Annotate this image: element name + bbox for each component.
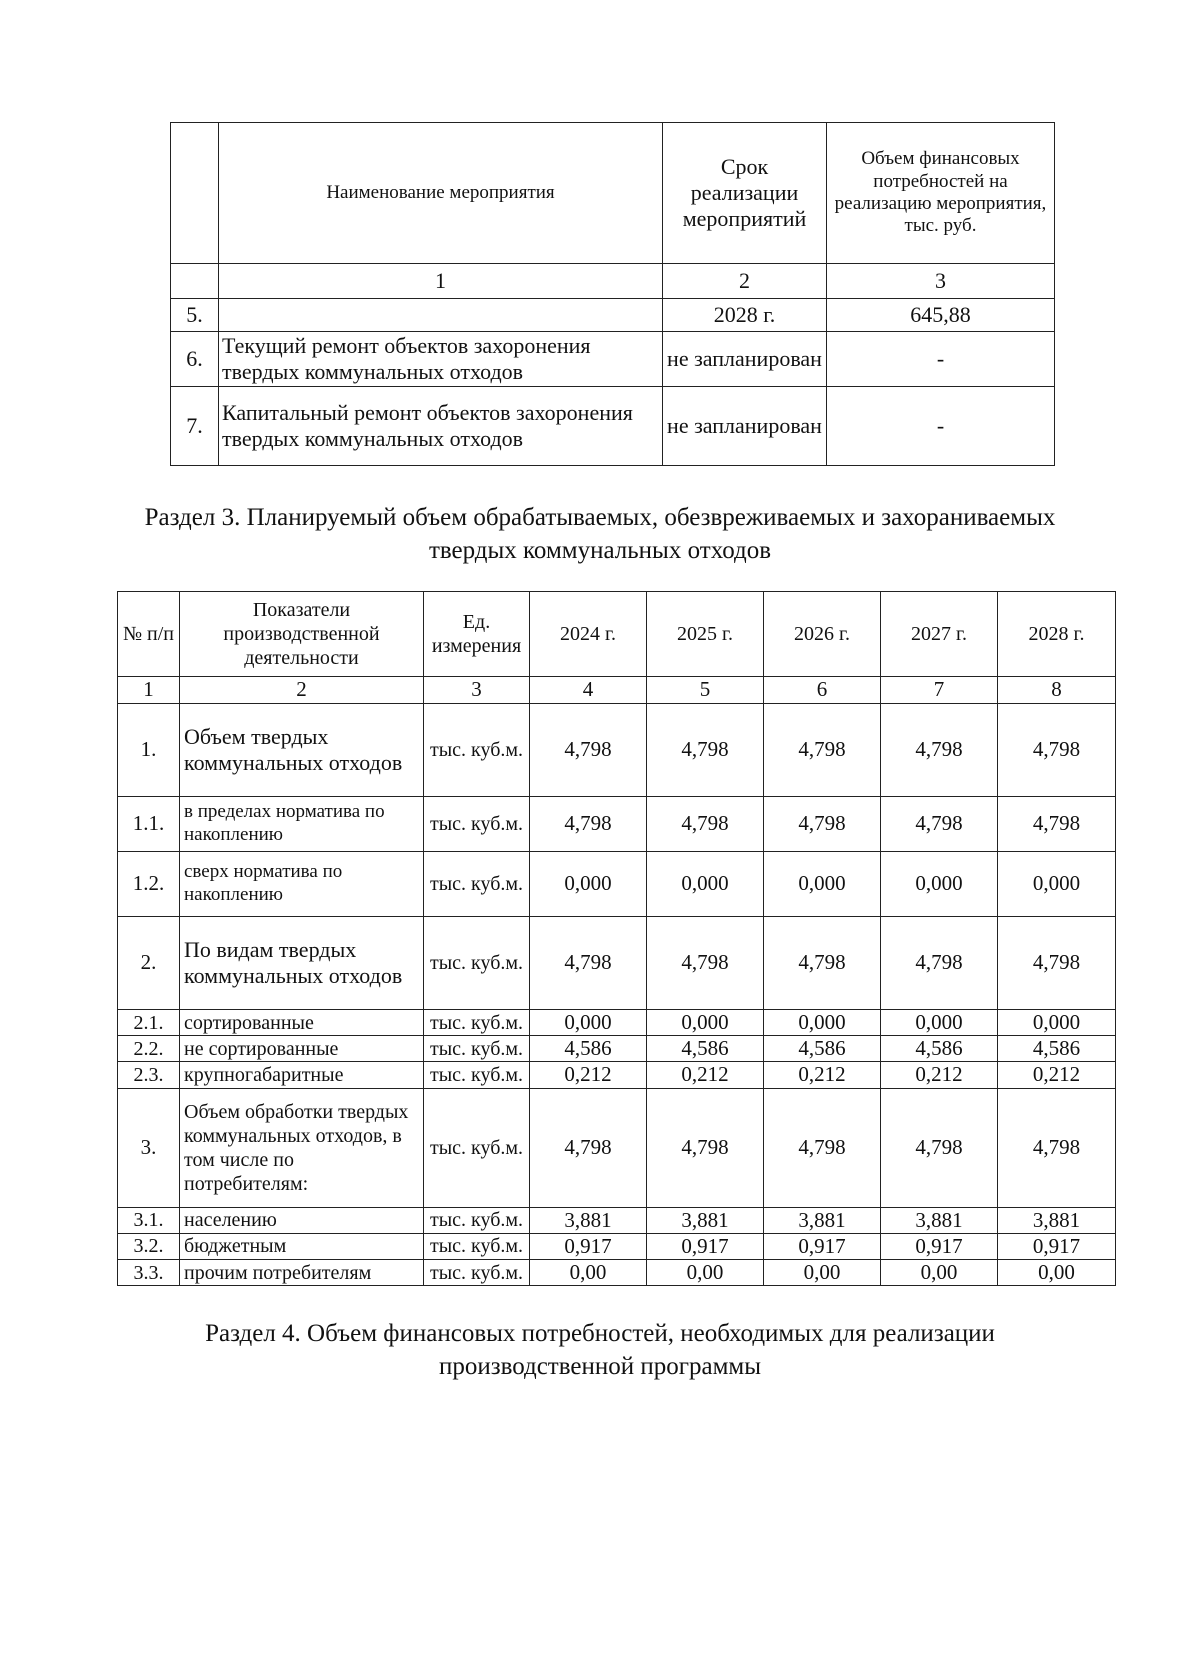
year-value: 0,00 xyxy=(530,1259,647,1285)
table-header-row xyxy=(118,592,1116,677)
year-value: 0,000 xyxy=(764,1010,881,1036)
year-value: 0,917 xyxy=(530,1233,647,1259)
year-value: 4,798 xyxy=(881,917,998,1010)
year-value: 4,798 xyxy=(881,704,998,797)
volume-table-body xyxy=(118,704,1116,1286)
year-value: 0,000 xyxy=(764,852,881,917)
row-number: 3.1. xyxy=(118,1207,180,1233)
col-num: 2 xyxy=(663,264,827,299)
row-number: 1. xyxy=(118,704,180,797)
indicator-name: сортированные xyxy=(180,1010,424,1036)
year-value: 0,917 xyxy=(881,1233,998,1259)
year-value: 4,798 xyxy=(530,704,647,797)
header-term: Срок реализации мероприятий xyxy=(663,123,827,264)
header-finance: Объем финансовых потребностей на реализацию мероприятия, тыс. руб. xyxy=(827,123,1055,264)
year-value: 4,798 xyxy=(764,797,881,852)
row-number: 1.2. xyxy=(118,852,180,917)
table-row xyxy=(118,917,1116,1010)
year-value: 0,000 xyxy=(647,852,764,917)
year-value: 3,881 xyxy=(881,1207,998,1233)
row-number: 3.2. xyxy=(118,1233,180,1259)
row-number: 2. xyxy=(118,917,180,1010)
col-num: 3 xyxy=(424,677,530,704)
year-value: 4,798 xyxy=(998,797,1116,852)
column-number-row xyxy=(171,264,1055,299)
year-value: 4,798 xyxy=(647,704,764,797)
header-year: 2027 г. xyxy=(881,592,998,677)
year-value: 0,000 xyxy=(530,852,647,917)
activity-term: не запланирован xyxy=(663,332,827,387)
year-value: 0,212 xyxy=(530,1062,647,1088)
table-row xyxy=(118,1259,1116,1285)
year-value: 4,586 xyxy=(881,1036,998,1062)
table-row xyxy=(118,1207,1116,1233)
table-header-row xyxy=(171,123,1055,264)
year-value: 4,798 xyxy=(647,917,764,1010)
year-value: 4,798 xyxy=(881,1088,998,1207)
col-num: 7 xyxy=(881,677,998,704)
header-activity-name: Наименование мероприятия xyxy=(219,123,663,264)
table-row xyxy=(171,299,1055,332)
year-value: 4,798 xyxy=(764,917,881,1010)
year-value: 0,000 xyxy=(998,852,1116,917)
unit-cell: тыс. куб.м. xyxy=(424,1207,530,1233)
header-blank xyxy=(171,123,219,264)
year-value: 4,586 xyxy=(647,1036,764,1062)
year-value: 3,881 xyxy=(530,1207,647,1233)
table-row xyxy=(118,1062,1116,1088)
year-value: 4,798 xyxy=(530,1088,647,1207)
indicator-name: не сортированные xyxy=(180,1036,424,1062)
section-4-title: Раздел 4. Объем финансовых потребностей, необходимых для реализации производственной программы xyxy=(205,1320,995,1380)
year-value: 0,212 xyxy=(881,1062,998,1088)
row-number: 2.2. xyxy=(118,1036,180,1062)
year-value: 0,00 xyxy=(647,1259,764,1285)
year-value: 0,917 xyxy=(647,1233,764,1259)
indicator-name: Объем обработки твердых коммунальных отходов, в том числе по потребителям: xyxy=(180,1088,424,1207)
indicator-name: в пределах норматива по накоплению xyxy=(180,797,424,852)
header-indicator: Показатели производственной деятельности xyxy=(180,592,424,677)
table-row xyxy=(171,332,1055,387)
unit-cell: тыс. куб.м. xyxy=(424,1259,530,1285)
unit-cell: тыс. куб.м. xyxy=(424,1062,530,1088)
year-value: 4,586 xyxy=(764,1036,881,1062)
activity-value: 645,88 xyxy=(827,299,1055,332)
volume-table xyxy=(117,591,1116,1286)
year-value: 3,881 xyxy=(764,1207,881,1233)
indicator-name: прочим потребителям xyxy=(180,1259,424,1285)
table-row xyxy=(171,387,1055,466)
activity-name: Капитальный ремонт объектов захоронения твердых коммунальных отходов xyxy=(219,387,663,466)
header-year: 2025 г. xyxy=(647,592,764,677)
table-row xyxy=(118,852,1116,917)
year-value: 4,798 xyxy=(647,797,764,852)
header-year: 2028 г. xyxy=(998,592,1116,677)
col-num: 6 xyxy=(764,677,881,704)
col-num: 3 xyxy=(827,264,1055,299)
indicator-name: крупногабаритные xyxy=(180,1062,424,1088)
header-unit: Ед. измерения xyxy=(424,592,530,677)
header-year: 2024 г. xyxy=(530,592,647,677)
activity-term: не запланирован xyxy=(663,387,827,466)
table-row xyxy=(118,1088,1116,1207)
indicator-name: населению xyxy=(180,1207,424,1233)
year-value: 4,798 xyxy=(881,797,998,852)
row-number: 2.3. xyxy=(118,1062,180,1088)
year-value: 4,586 xyxy=(998,1036,1116,1062)
col-num: 1 xyxy=(219,264,663,299)
unit-cell: тыс. куб.м. xyxy=(424,1010,530,1036)
year-value: 4,798 xyxy=(530,797,647,852)
row-number: 7. xyxy=(171,387,219,466)
table-row xyxy=(118,1233,1116,1259)
activity-term: 2028 г. xyxy=(663,299,827,332)
year-value: 4,798 xyxy=(530,917,647,1010)
row-number: 3.3. xyxy=(118,1259,180,1285)
unit-cell: тыс. куб.м. xyxy=(424,917,530,1010)
section-3-title: Раздел 3. Планируемый объем обрабатываемых, обезвреживаемых и захораниваемых твердых коммунальных отходов xyxy=(144,504,1056,564)
header-num: № п/п xyxy=(118,592,180,677)
indicator-name: По видам твердых коммунальных отходов xyxy=(180,917,424,1010)
header-year: 2026 г. xyxy=(764,592,881,677)
year-value: 4,798 xyxy=(998,704,1116,797)
column-number-row xyxy=(118,677,1116,704)
year-value: 0,212 xyxy=(647,1062,764,1088)
year-value: 4,798 xyxy=(764,1088,881,1207)
year-value: 4,798 xyxy=(764,704,881,797)
year-value: 0,000 xyxy=(881,1010,998,1036)
row-number: 2.1. xyxy=(118,1010,180,1036)
unit-cell: тыс. куб.м. xyxy=(424,704,530,797)
row-number: 6. xyxy=(171,332,219,387)
activity-value: - xyxy=(827,332,1055,387)
year-value: 0,212 xyxy=(764,1062,881,1088)
year-value: 3,881 xyxy=(647,1207,764,1233)
row-number: 1.1. xyxy=(118,797,180,852)
unit-cell: тыс. куб.м. xyxy=(424,852,530,917)
col-num: 8 xyxy=(998,677,1116,704)
table-row xyxy=(118,1036,1116,1062)
col-num: 4 xyxy=(530,677,647,704)
unit-cell: тыс. куб.м. xyxy=(424,1088,530,1207)
table-row xyxy=(118,704,1116,797)
year-value: 4,586 xyxy=(530,1036,647,1062)
year-value: 0,917 xyxy=(998,1233,1116,1259)
year-value: 0,000 xyxy=(881,852,998,917)
row-number: 5. xyxy=(171,299,219,332)
year-value: 0,000 xyxy=(647,1010,764,1036)
year-value: 0,000 xyxy=(530,1010,647,1036)
indicator-name: сверх норматива по накоплению xyxy=(180,852,424,917)
year-value: 0,00 xyxy=(998,1259,1116,1285)
table-row xyxy=(118,797,1116,852)
year-value: 0,000 xyxy=(998,1010,1116,1036)
unit-cell: тыс. куб.м. xyxy=(424,1036,530,1062)
activity-name: Текущий ремонт объектов захоронения твердых коммунальных отходов xyxy=(219,332,663,387)
table-row xyxy=(118,1010,1116,1036)
unit-cell: тыс. куб.м. xyxy=(424,797,530,852)
year-value: 4,798 xyxy=(998,917,1116,1010)
row-number: 3. xyxy=(118,1088,180,1207)
year-value: 0,00 xyxy=(881,1259,998,1285)
col-num: 2 xyxy=(180,677,424,704)
indicator-name: бюджетным xyxy=(180,1233,424,1259)
year-value: 3,881 xyxy=(998,1207,1116,1233)
activity-name xyxy=(219,299,663,332)
col-num: 1 xyxy=(118,677,180,704)
col-num: 5 xyxy=(647,677,764,704)
unit-cell: тыс. куб.м. xyxy=(424,1233,530,1259)
year-value: 0,917 xyxy=(764,1233,881,1259)
activities-table xyxy=(170,122,1055,466)
col-num-blank xyxy=(171,264,219,299)
activity-value: - xyxy=(827,387,1055,466)
indicator-name: Объем твердых коммунальных отходов xyxy=(180,704,424,797)
year-value: 0,00 xyxy=(764,1259,881,1285)
year-value: 4,798 xyxy=(998,1088,1116,1207)
year-value: 0,212 xyxy=(998,1062,1116,1088)
year-value: 4,798 xyxy=(647,1088,764,1207)
